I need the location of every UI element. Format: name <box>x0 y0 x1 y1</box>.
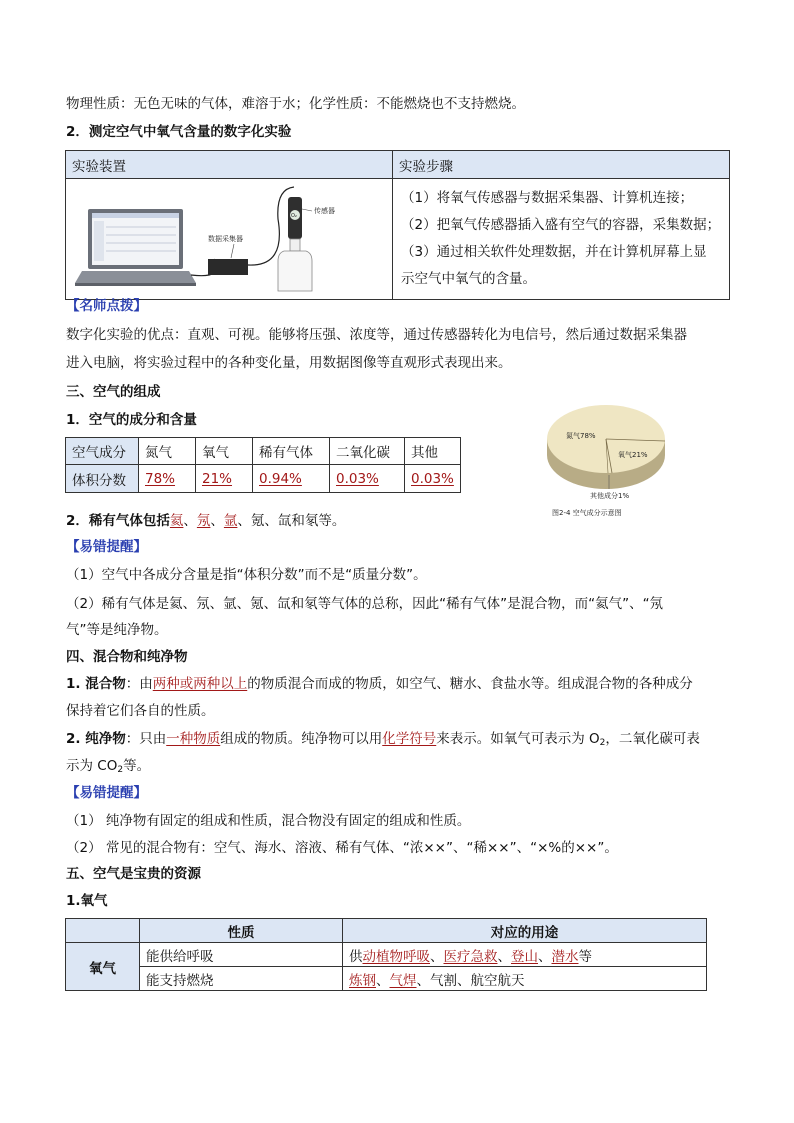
oxy-corner <box>66 919 140 943</box>
comp-value-o2: 21% <box>202 470 233 487</box>
pie-label-other: 其他成分1% <box>590 492 630 500</box>
components-heading: 1．空气的成分和含量 <box>66 412 197 428</box>
rare-gas-he: 氦 <box>169 513 184 529</box>
section4-heading: 四、混合物和纯净物 <box>66 649 188 665</box>
oxy-prop-1: 能供给呼吸 <box>140 943 343 967</box>
pure-highlight-1: 一种物质 <box>166 731 221 747</box>
pie-label-o2: 氧气21% <box>618 451 648 459</box>
pie-caption: 图2-4 空气成分示意图 <box>552 509 622 517</box>
section5-heading: 五、空气是宝贵的资源 <box>66 866 201 882</box>
rare-gas-rest: 、氪、氙和氡等。 <box>237 513 346 529</box>
pure-highlight-2: 化学符号 <box>382 731 437 747</box>
experiment-table <box>65 150 730 300</box>
oxy-col-use: 对应的用途 <box>343 919 707 943</box>
oxy-prop-2: 能支持燃烧 <box>140 967 343 991</box>
mixture-definition-line-2: 保持着它们各自的性质。 <box>66 703 215 719</box>
teacher-tip-line-1: 数字化实验的优点：直观、可视。能够将压强、浓度等，通过传感器转化为电信号，然后通过数据采集器 <box>66 327 687 343</box>
comp-header-o2: 氧气 <box>196 438 253 465</box>
oxygen-heading: 1.氧气 <box>66 893 108 909</box>
comp-header-other: 其他 <box>405 438 461 465</box>
physical-properties-text: 物理性质：无色无味的气体，难溶于水；化学性质：不能燃烧也不支持燃烧。 <box>66 96 525 112</box>
error-tip1-line-2: （2）稀有气体是氦、氖、氩、氪、氙和氡等气体的总称，因此“稀有气体”是混合物，而“氦气”、“氖 <box>66 596 664 612</box>
oxy-col-property: 性质 <box>140 919 343 943</box>
collector-label: 数据采集器 <box>208 235 243 243</box>
rare-gas-text: 2．稀有气体包括氦、氖、氩、氪、氙和氡等。 <box>66 513 346 529</box>
components-table <box>65 437 461 493</box>
mixture-label: 1. 混合物 <box>66 676 126 692</box>
pure-label: 2. 纯净物 <box>66 731 126 747</box>
exp-step-1: （1）将氧气传感器与数据采集器、计算机连接； <box>401 190 694 206</box>
pure-definition-line-2: 示为 $CO_2$等。 <box>66 758 151 775</box>
comp-value-n2: 78% <box>145 470 176 487</box>
mixture-definition: 1. 混合物：由两种或两种以上的物质混合而成的物质，如空气、糖水、食盐水等。组成混合物的各种成分 <box>66 676 693 692</box>
error-tip1-line-1: （1）空气中各成分含量是指“体积分数”而不是“质量分数”。 <box>66 567 427 583</box>
rare-gas-prefix: 2．稀有气体包括 <box>66 513 170 529</box>
exp-device-cell <box>66 179 393 300</box>
comp-header-n2: 氮气 <box>139 438 196 465</box>
pie-label-n2: 氮气78% <box>566 432 596 440</box>
error-tip2-line-1: （1） 纯净物有固定的组成和性质，混合物没有固定的组成和性质。 <box>66 813 471 829</box>
exp-step-3-cont: 示空气中氧气的含量。 <box>401 271 536 287</box>
digital-experiment-heading: 2．测定空气中氧气含量的数字化实验 <box>66 124 292 140</box>
oxygen-table <box>65 918 707 991</box>
oxy-use-1: 供动植物呼吸、医疗急救、登山、潜水等 <box>343 943 707 967</box>
teacher-tip-line-2: 进入电脑，将实验过程中的各种变化量，用数据图像等直观形式表现出来。 <box>66 355 512 371</box>
comp-header-rare: 稀有气体 <box>253 438 330 465</box>
air-composition-pie <box>540 405 680 525</box>
apparatus-illustration <box>66 179 386 295</box>
exp-steps-cell <box>393 179 730 300</box>
pure-definition: 2. 纯净物：只由一种物质组成的物质。纯净物可以用化学符号来表示。如氧气可表示为 $O_2$，二氧化碳可表 <box>66 731 700 748</box>
teacher-tip-title: 【名师点拨】 <box>66 298 147 314</box>
comp-value-other: 0.03% <box>411 470 454 487</box>
error-tip1-line-3: 气”等是纯净物。 <box>66 622 168 638</box>
rare-gas-ar: 氩 <box>223 513 238 529</box>
comp-row-label: 体积分数 <box>66 465 139 493</box>
exp-step-2: （2）把氧气传感器插入盛有空气的容器，采集数据； <box>401 217 721 233</box>
comp-header-co2: 二氧化碳 <box>330 438 405 465</box>
exp-col-steps: 实验步骤 <box>393 151 730 179</box>
error-tip-title-2: 【易错提醒】 <box>66 785 147 801</box>
oxy-use-2: 炼钢、气焊、气割、航空航天 <box>343 967 707 991</box>
error-tip-title-1: 【易错提醒】 <box>66 539 147 555</box>
mixture-highlight: 两种或两种以上 <box>152 676 248 692</box>
exp-col-device: 实验装置 <box>66 151 393 179</box>
exp-step-3: （3）通过相关软件处理数据，并在计算机屏幕上显 <box>401 244 707 260</box>
comp-header-label: 空气成分 <box>66 438 139 465</box>
comp-value-co2: 0.03% <box>336 470 379 487</box>
sensor-label: 传感器 <box>314 207 335 215</box>
oxy-row-head: 氧气 <box>66 943 140 991</box>
error-tip2-line-2: （2） 常见的混合物有：空气、海水、溶液、稀有气体、“浓××”、“稀××”、“×%的××”。 <box>66 840 618 856</box>
section3-heading: 三、空气的组成 <box>66 384 161 400</box>
sensor-o2-symbol: O₂ <box>291 213 297 219</box>
comp-value-rare: 0.94% <box>259 470 302 487</box>
rare-gas-ne: 氖 <box>196 513 211 529</box>
